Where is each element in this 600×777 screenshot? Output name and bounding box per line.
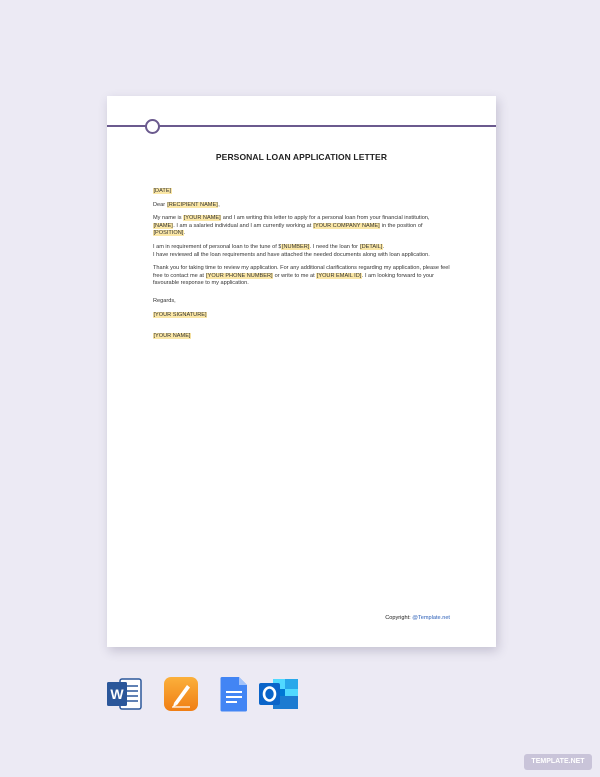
pages-icon[interactable] [163, 676, 199, 712]
salutation: Dear [RECIPIENT NAME], [153, 201, 220, 208]
date-placeholder: [DATE] [153, 188, 172, 194]
name-sign-placeholder: [YOUR NAME] [153, 333, 191, 340]
paragraph-thanks: Thank you for taking time to review my application. For any additional clarifications regarding my application, please feel free to contact me at [YOUR PHONE NUMBER] or write to me at [YOUR EMAIL ID]. I am looking forward to your favourable response to my application. [153, 265, 450, 287]
phone-placeholder: [YOUR PHONE NUMBER] [206, 272, 273, 279]
google-docs-icon[interactable] [216, 676, 252, 712]
closing: Regards, [153, 297, 176, 304]
position-placeholder: [POSITION] [153, 230, 184, 237]
paragraph-loan: I am in requirement of personal loan to the tune of $[NUMBER]. I need the loan for [DETAIL]. I have reviewed all the loan requirements and have attached the needed documents along with loan application. [153, 243, 430, 258]
number-placeholder: [NUMBER] [281, 243, 310, 250]
header-circle-ornament [145, 119, 160, 134]
document-title: PERSONAL LOAN APPLICATION LETTER [215, 152, 388, 162]
copyright-brand: @Template.net [412, 615, 450, 621]
header-rule [107, 125, 496, 127]
your-name-placeholder: [YOUR NAME] [183, 215, 221, 222]
word-icon[interactable] [106, 676, 142, 712]
detail-placeholder: [DETAIL] [360, 243, 383, 250]
svg-text:W: W [110, 686, 124, 702]
recipient-placeholder: [RECIPIENT NAME] [167, 201, 218, 208]
copyright-notice: Copyright: @Template.net [385, 615, 450, 621]
outlook-icon[interactable] [258, 676, 300, 712]
template-net-watermark: TEMPLATE.NET [524, 754, 592, 770]
company-placeholder: [YOUR COMPANY NAME] [313, 222, 380, 229]
email-placeholder: [YOUR EMAIL ID] [316, 272, 362, 279]
signature-line [153, 312, 451, 320]
letter-body [153, 188, 451, 347]
document-page [107, 96, 496, 647]
name-line [153, 333, 451, 341]
name-placeholder: [NAME] [153, 222, 173, 229]
paragraph-intro: My name is [YOUR NAME] and I am writing this letter to apply for a personal loan from your financial institution, [NAME]. I am a salaried individual and I am currently working at [YOUR COMPANY NAME] in the position of [POSITION]. [153, 215, 430, 237]
date-line [153, 188, 451, 196]
signature-placeholder: [YOUR SIGNATURE] [153, 311, 207, 318]
